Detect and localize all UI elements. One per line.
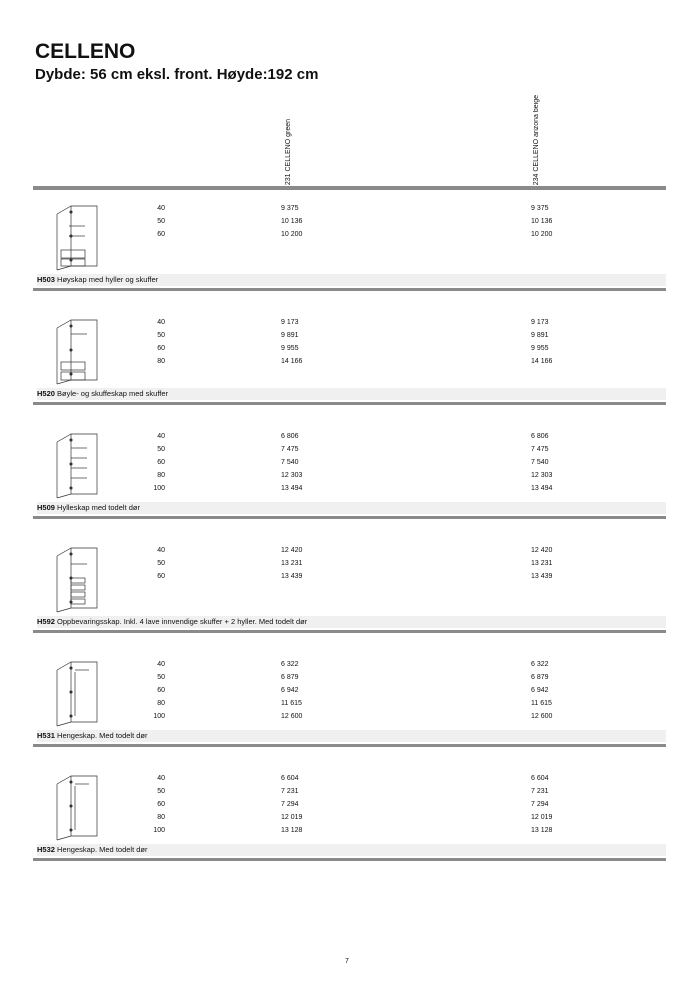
price-green-cell: 9 173 [281, 319, 299, 326]
page-subtitle: Dybde: 56 cm eksl. front. Høyde:192 cm [35, 66, 319, 83]
product-label [37, 274, 666, 286]
price-green-cell: 6 806 [281, 433, 299, 440]
product-name: Hylleskap med todelt dør [57, 503, 140, 512]
price-beige-cell: 13 439 [531, 573, 553, 580]
storage-cabinet-icon [53, 544, 103, 614]
price-beige-cell: 6 942 [531, 687, 549, 694]
price-green-cell: 9 955 [281, 345, 299, 352]
price-beige-cell: 7 294 [531, 801, 549, 808]
width-cell: 60 [157, 231, 165, 238]
product-code: H531 [37, 731, 55, 740]
width-cell: 50 [157, 446, 165, 453]
product-code: H592 [37, 617, 55, 626]
price-beige-cell: 7 231 [531, 788, 549, 795]
section-divider [33, 402, 666, 405]
width-cell: 40 [157, 775, 165, 782]
product-code: H503 [37, 275, 55, 284]
price-green-cell: 6 604 [281, 775, 299, 782]
width-cell: 40 [157, 319, 165, 326]
price-green-cell: 9 375 [281, 205, 299, 212]
price-beige-cell: 12 019 [531, 814, 553, 821]
product-h503 [33, 196, 666, 300]
product-h509 [33, 424, 666, 528]
price-green-cell: 13 439 [281, 573, 303, 580]
width-cell: 40 [157, 433, 165, 440]
width-cell: 100 [153, 827, 165, 834]
price-green-cell: 13 128 [281, 827, 303, 834]
section-divider [33, 288, 666, 291]
width-cell: 40 [157, 205, 165, 212]
width-cell: 50 [157, 788, 165, 795]
hanger-drawer-cabinet-icon [53, 316, 103, 386]
width-cell: 80 [157, 358, 165, 365]
price-green-cell: 12 600 [281, 713, 303, 720]
price-green-cell: 12 420 [281, 547, 303, 554]
product-name: Oppbevaringsskap. Inkl. 4 lave innvendige skuffer + 2 hyller. Med todelt dør [57, 617, 308, 626]
price-beige-cell: 13 231 [531, 560, 553, 567]
section-divider [33, 744, 666, 747]
section-divider [33, 858, 666, 861]
price-beige-cell: 12 600 [531, 713, 553, 720]
width-cell: 60 [157, 687, 165, 694]
width-cell: 50 [157, 560, 165, 567]
price-green-cell: 12 303 [281, 472, 303, 479]
width-cell: 40 [157, 661, 165, 668]
product-label [37, 616, 666, 628]
product-h520 [33, 310, 666, 414]
product-label [37, 502, 666, 514]
header-divider [33, 186, 666, 190]
product-code: H520 [37, 389, 55, 398]
price-green-cell: 9 891 [281, 332, 299, 339]
page-number: 7 [345, 958, 349, 965]
tall-cabinet-shelves-drawers-icon [53, 202, 103, 272]
width-cell: 60 [157, 801, 165, 808]
product-h532 [33, 766, 666, 870]
price-beige-cell: 9 173 [531, 319, 549, 326]
price-beige-cell: 14 166 [531, 358, 553, 365]
product-code: H532 [37, 845, 55, 854]
width-cell: 80 [157, 472, 165, 479]
product-label [37, 844, 666, 856]
price-beige-cell: 9 375 [531, 205, 549, 212]
width-cell: 80 [157, 814, 165, 821]
column-header-arizona-beige: 234 CELLENO arizona beige [533, 94, 540, 185]
price-green-cell: 6 879 [281, 674, 299, 681]
price-green-cell: 10 136 [281, 218, 303, 225]
price-green-cell: 10 200 [281, 231, 303, 238]
price-beige-cell: 9 955 [531, 345, 549, 352]
price-green-cell: 7 475 [281, 446, 299, 453]
price-beige-cell: 9 891 [531, 332, 549, 339]
width-cell: 40 [157, 547, 165, 554]
product-code: H509 [37, 503, 55, 512]
wardrobe-cabinet-icon [53, 658, 103, 728]
price-beige-cell: 6 879 [531, 674, 549, 681]
price-beige-cell: 6 806 [531, 433, 549, 440]
width-cell: 60 [157, 459, 165, 466]
price-green-cell: 6 942 [281, 687, 299, 694]
product-name: Hengeskap. Med todelt dør [57, 845, 148, 854]
product-name: Høyskap med hyller og skuffer [57, 275, 159, 284]
width-cell: 50 [157, 674, 165, 681]
price-beige-cell: 7 540 [531, 459, 549, 466]
wardrobe-cabinet-icon [53, 772, 103, 842]
price-beige-cell: 10 136 [531, 218, 553, 225]
shelf-cabinet-icon [53, 430, 103, 500]
product-label [37, 730, 666, 742]
price-green-cell: 6 322 [281, 661, 299, 668]
product-name: Hengeskap. Med todelt dør [57, 731, 148, 740]
price-green-cell: 14 166 [281, 358, 303, 365]
price-beige-cell: 12 420 [531, 547, 553, 554]
product-label [37, 388, 666, 400]
section-divider [33, 516, 666, 519]
price-beige-cell: 7 475 [531, 446, 549, 453]
price-beige-cell: 13 494 [531, 485, 553, 492]
price-green-cell: 13 231 [281, 560, 303, 567]
column-header-green: 231 CELLENO green [285, 118, 292, 185]
price-beige-cell: 13 128 [531, 827, 553, 834]
price-beige-cell: 10 200 [531, 231, 553, 238]
product-name: Bøyle- og skuffeskap med skuffer [57, 389, 169, 398]
price-green-cell: 11 615 [281, 700, 302, 707]
price-green-cell: 12 019 [281, 814, 303, 821]
width-cell: 100 [153, 713, 165, 720]
product-h531 [33, 652, 666, 756]
width-cell: 80 [157, 700, 165, 707]
price-green-cell: 13 494 [281, 485, 303, 492]
width-cell: 50 [157, 332, 165, 339]
price-beige-cell: 6 322 [531, 661, 549, 668]
width-cell: 60 [157, 573, 165, 580]
width-cell: 60 [157, 345, 165, 352]
width-cell: 100 [153, 485, 165, 492]
price-green-cell: 7 294 [281, 801, 299, 808]
price-beige-cell: 11 615 [531, 700, 552, 707]
product-h592 [33, 538, 666, 642]
width-cell: 50 [157, 218, 165, 225]
price-green-cell: 7 231 [281, 788, 299, 795]
price-green-cell: 7 540 [281, 459, 299, 466]
section-divider [33, 630, 666, 633]
price-beige-cell: 6 604 [531, 775, 549, 782]
price-beige-cell: 12 303 [531, 472, 553, 479]
page-title: CELLENO [35, 40, 136, 63]
